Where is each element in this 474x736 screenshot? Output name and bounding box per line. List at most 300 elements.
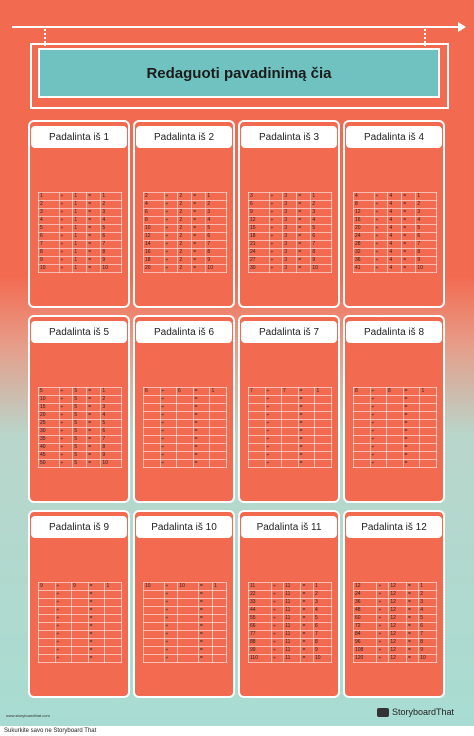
table-cell[interactable] — [176, 444, 193, 452]
table-cell[interactable]: 5 — [73, 404, 87, 412]
table-cell[interactable]: = — [193, 428, 210, 436]
table-cell[interactable] — [386, 396, 403, 404]
table-cell[interactable]: ÷ — [272, 607, 284, 615]
table-cell[interactable]: 8 — [354, 388, 371, 396]
table-cell[interactable]: 15 — [39, 404, 60, 412]
table-cell[interactable]: 5 — [73, 436, 87, 444]
table-cell[interactable]: = — [198, 631, 212, 639]
table-cell[interactable]: = — [298, 460, 315, 468]
table-cell[interactable] — [144, 428, 161, 436]
table-cell[interactable]: ÷ — [59, 436, 73, 444]
table-cell[interactable] — [281, 420, 298, 428]
table-cell[interactable]: 2 — [178, 249, 192, 257]
table-cell[interactable]: ÷ — [59, 233, 73, 241]
table-cell[interactable] — [281, 396, 298, 404]
table-cell[interactable] — [213, 647, 227, 655]
table-cell[interactable]: = — [407, 647, 419, 655]
table-cell[interactable]: = — [87, 404, 101, 412]
table-cell[interactable]: 10 — [144, 583, 165, 591]
table-cell[interactable] — [386, 460, 403, 468]
table-cell[interactable]: ÷ — [55, 647, 71, 655]
table-cell[interactable]: = — [403, 396, 420, 404]
table-cell[interactable]: = — [87, 257, 101, 265]
table-cell[interactable]: ÷ — [160, 404, 176, 412]
table-cell[interactable]: 11 — [284, 615, 301, 623]
table-cell[interactable]: = — [407, 655, 419, 663]
table-cell[interactable]: ÷ — [164, 265, 178, 273]
table-cell[interactable]: 60 — [354, 615, 377, 623]
table-cell[interactable]: = — [87, 428, 101, 436]
table-cell[interactable]: 9 — [206, 257, 227, 265]
table-cell[interactable]: ÷ — [269, 225, 283, 233]
table-cell[interactable]: = — [192, 217, 206, 225]
table-cell[interactable]: 4 — [39, 217, 60, 225]
table-cell[interactable]: = — [88, 591, 105, 599]
table-cell[interactable] — [386, 444, 403, 452]
table-cell[interactable]: 9 — [71, 583, 88, 591]
table-cell[interactable]: 10 — [313, 655, 331, 663]
table-cell[interactable]: 6 — [311, 233, 332, 241]
table-cell[interactable]: = — [87, 412, 101, 420]
table-cell[interactable]: 9 — [416, 257, 437, 265]
table-cell[interactable]: 4 — [388, 225, 402, 233]
table-cell[interactable]: = — [297, 217, 311, 225]
table-cell[interactable]: = — [193, 452, 210, 460]
table-cell[interactable] — [178, 655, 199, 663]
table-cell[interactable] — [210, 396, 227, 404]
table-cell[interactable]: 5 — [73, 420, 87, 428]
table-cell[interactable]: 1 — [73, 257, 87, 265]
table-cell[interactable] — [39, 615, 56, 623]
table-cell[interactable]: 120 — [354, 655, 377, 663]
table-cell[interactable] — [210, 428, 227, 436]
table-cell[interactable]: ÷ — [377, 623, 389, 631]
table-cell[interactable]: 3 — [283, 241, 297, 249]
table-cell[interactable]: = — [298, 404, 315, 412]
table-cell[interactable]: 3 — [283, 225, 297, 233]
table-cell[interactable]: 11 — [284, 599, 301, 607]
card-title[interactable]: Padalinta iš 7 — [241, 321, 337, 343]
table-cell[interactable]: ÷ — [59, 217, 73, 225]
table-cell[interactable]: 1 — [420, 388, 437, 396]
table-cell[interactable] — [105, 631, 122, 639]
table-cell[interactable]: 4 — [388, 209, 402, 217]
table-cell[interactable]: 12 — [249, 217, 270, 225]
table-cell[interactable] — [386, 404, 403, 412]
table-cell[interactable] — [210, 444, 227, 452]
table-cell[interactable]: 9 — [249, 209, 270, 217]
table-cell[interactable] — [315, 420, 332, 428]
table-cell[interactable]: 8 — [311, 249, 332, 257]
table-cell[interactable]: 5 — [73, 388, 87, 396]
table-cell[interactable]: ÷ — [269, 217, 283, 225]
table-cell[interactable]: 16 — [354, 217, 375, 225]
table-cell[interactable]: = — [87, 396, 101, 404]
table-cell[interactable]: ÷ — [265, 436, 281, 444]
table-cell[interactable]: 12 — [144, 233, 165, 241]
table-cell[interactable] — [420, 396, 437, 404]
table-cell[interactable] — [249, 412, 266, 420]
table-cell[interactable] — [281, 404, 298, 412]
table-cell[interactable]: = — [297, 209, 311, 217]
table-cell[interactable]: = — [198, 615, 212, 623]
table-cell[interactable] — [178, 639, 199, 647]
table-cell[interactable] — [354, 420, 371, 428]
table-cell[interactable]: 50 — [39, 460, 60, 468]
division-card[interactable] — [343, 120, 445, 308]
table-cell[interactable]: ÷ — [55, 639, 71, 647]
table-cell[interactable]: 3 — [283, 265, 297, 273]
table-cell[interactable] — [281, 460, 298, 468]
table-cell[interactable]: ÷ — [59, 428, 73, 436]
table-cell[interactable]: = — [192, 241, 206, 249]
table-cell[interactable]: = — [198, 583, 212, 591]
table-cell[interactable]: = — [402, 257, 416, 265]
table-cell[interactable]: 10 — [144, 225, 165, 233]
table-cell[interactable]: 24 — [249, 249, 270, 257]
table-cell[interactable]: 2 — [419, 591, 437, 599]
table-cell[interactable]: 4 — [101, 217, 122, 225]
table-cell[interactable]: 4 — [388, 193, 402, 201]
table-cell[interactable]: 12 — [389, 615, 407, 623]
table-cell[interactable] — [213, 591, 227, 599]
table-cell[interactable]: = — [301, 583, 313, 591]
table-cell[interactable] — [39, 631, 56, 639]
table-cell[interactable]: = — [301, 647, 313, 655]
table-cell[interactable]: ÷ — [164, 193, 178, 201]
table-cell[interactable] — [210, 412, 227, 420]
table-cell[interactable]: = — [87, 444, 101, 452]
table-cell[interactable]: 88 — [249, 639, 272, 647]
table-cell[interactable] — [386, 412, 403, 420]
table-cell[interactable] — [420, 460, 437, 468]
table-cell[interactable]: ÷ — [269, 209, 283, 217]
table-cell[interactable]: 4 — [311, 217, 332, 225]
table-cell[interactable]: ÷ — [269, 265, 283, 273]
table-cell[interactable]: ÷ — [160, 452, 176, 460]
table-cell[interactable] — [105, 647, 122, 655]
table-cell[interactable]: ÷ — [164, 209, 178, 217]
table-cell[interactable]: = — [193, 460, 210, 468]
table-cell[interactable]: = — [87, 193, 101, 201]
table-cell[interactable] — [176, 412, 193, 420]
table-cell[interactable] — [210, 452, 227, 460]
table-cell[interactable] — [105, 615, 122, 623]
table-cell[interactable]: = — [403, 420, 420, 428]
table-cell[interactable]: 5 — [73, 460, 87, 468]
table-cell[interactable] — [315, 404, 332, 412]
table-cell[interactable] — [144, 639, 165, 647]
table-cell[interactable]: = — [192, 233, 206, 241]
table-cell[interactable]: 1 — [73, 233, 87, 241]
table-cell[interactable]: ÷ — [265, 404, 281, 412]
table-cell[interactable]: 72 — [354, 623, 377, 631]
table-cell[interactable]: = — [403, 428, 420, 436]
table-cell[interactable]: ÷ — [272, 591, 284, 599]
table-cell[interactable]: = — [192, 225, 206, 233]
table-cell[interactable]: ÷ — [55, 655, 71, 663]
table-cell[interactable] — [213, 639, 227, 647]
table-cell[interactable]: = — [87, 217, 101, 225]
division-card[interactable] — [238, 120, 340, 308]
table-cell[interactable] — [144, 460, 161, 468]
table-cell[interactable] — [386, 428, 403, 436]
table-cell[interactable]: = — [402, 209, 416, 217]
table-cell[interactable]: 11 — [284, 591, 301, 599]
table-cell[interactable]: 1 — [73, 265, 87, 273]
table-cell[interactable]: ÷ — [164, 201, 178, 209]
table-cell[interactable]: 66 — [249, 623, 272, 631]
table-cell[interactable] — [354, 412, 371, 420]
table-cell[interactable] — [71, 647, 88, 655]
table-cell[interactable]: 10 — [416, 265, 437, 273]
table-cell[interactable]: 8 — [144, 217, 165, 225]
table-cell[interactable] — [71, 615, 88, 623]
table-cell[interactable]: ÷ — [55, 615, 71, 623]
table-cell[interactable]: = — [88, 615, 105, 623]
table-cell[interactable]: ÷ — [269, 249, 283, 257]
table-cell[interactable]: ÷ — [164, 257, 178, 265]
table-cell[interactable] — [178, 591, 199, 599]
table-cell[interactable]: = — [198, 607, 212, 615]
table-cell[interactable]: ÷ — [164, 217, 178, 225]
table-cell[interactable]: = — [87, 388, 101, 396]
table-cell[interactable]: 2 — [178, 201, 192, 209]
table-cell[interactable]: ÷ — [370, 444, 386, 452]
table-cell[interactable] — [354, 436, 371, 444]
table-cell[interactable]: 3 — [39, 209, 60, 217]
table-cell[interactable] — [144, 404, 161, 412]
table-cell[interactable]: 16 — [144, 249, 165, 257]
table-cell[interactable]: = — [193, 436, 210, 444]
table-cell[interactable]: 9 — [311, 257, 332, 265]
table-cell[interactable]: 18 — [249, 233, 270, 241]
table-cell[interactable] — [178, 607, 199, 615]
table-cell[interactable]: = — [88, 607, 105, 615]
table-cell[interactable]: = — [87, 436, 101, 444]
table-cell[interactable]: ÷ — [59, 420, 73, 428]
table-cell[interactable]: 1 — [39, 193, 60, 201]
table-cell[interactable]: 7 — [249, 388, 266, 396]
table-cell[interactable]: 11 — [284, 655, 301, 663]
table-cell[interactable] — [213, 599, 227, 607]
table-cell[interactable]: 5 — [101, 420, 122, 428]
card-title[interactable]: Padalinta iš 3 — [241, 126, 337, 148]
table-cell[interactable]: 12 — [389, 591, 407, 599]
table-cell[interactable]: 3 — [311, 209, 332, 217]
table-cell[interactable] — [144, 615, 165, 623]
card-title[interactable]: Padalinta iš 6 — [136, 321, 232, 343]
table-cell[interactable]: = — [298, 452, 315, 460]
table-cell[interactable] — [39, 607, 56, 615]
table-cell[interactable]: ÷ — [370, 428, 386, 436]
card-title[interactable]: Padalinta iš 2 — [136, 126, 232, 148]
table-cell[interactable] — [144, 607, 165, 615]
table-cell[interactable]: ÷ — [164, 631, 178, 639]
table-cell[interactable] — [144, 631, 165, 639]
table-cell[interactable]: 18 — [144, 257, 165, 265]
table-cell[interactable] — [213, 615, 227, 623]
table-cell[interactable] — [210, 436, 227, 444]
table-cell[interactable]: 2 — [101, 201, 122, 209]
table-cell[interactable]: ÷ — [265, 420, 281, 428]
storyboardthat-logo[interactable] — [377, 706, 454, 718]
table-cell[interactable]: ÷ — [269, 257, 283, 265]
table-cell[interactable]: 4 — [101, 412, 122, 420]
table-cell[interactable]: 1 — [315, 388, 332, 396]
table-cell[interactable]: 4 — [144, 201, 165, 209]
table-cell[interactable]: ÷ — [272, 655, 284, 663]
table-cell[interactable]: = — [87, 233, 101, 241]
table-cell[interactable]: 6 — [249, 201, 270, 209]
table-cell[interactable] — [144, 420, 161, 428]
table-cell[interactable]: 3 — [283, 209, 297, 217]
table-cell[interactable]: 2 — [39, 201, 60, 209]
table-cell[interactable]: 12 — [389, 583, 407, 591]
table-cell[interactable]: = — [198, 639, 212, 647]
table-cell[interactable] — [144, 599, 165, 607]
table-cell[interactable]: = — [193, 444, 210, 452]
table-cell[interactable]: 2 — [178, 225, 192, 233]
table-cell[interactable]: 3 — [101, 209, 122, 217]
table-cell[interactable] — [210, 420, 227, 428]
table-cell[interactable]: = — [402, 265, 416, 273]
table-cell[interactable]: 4 — [313, 607, 331, 615]
table-cell[interactable]: ÷ — [374, 201, 388, 209]
table-cell[interactable]: 30 — [39, 428, 60, 436]
table-cell[interactable]: 5 — [73, 444, 87, 452]
table-cell[interactable]: ÷ — [377, 607, 389, 615]
table-cell[interactable]: ÷ — [377, 599, 389, 607]
table-cell[interactable]: 7 — [419, 631, 437, 639]
table-cell[interactable] — [213, 631, 227, 639]
table-cell[interactable] — [420, 404, 437, 412]
table-cell[interactable]: 8 — [101, 444, 122, 452]
table-cell[interactable]: 20 — [354, 225, 375, 233]
table-cell[interactable] — [71, 655, 88, 663]
table-cell[interactable]: 6 — [416, 233, 437, 241]
table-cell[interactable]: 1 — [210, 388, 227, 396]
table-cell[interactable] — [71, 591, 88, 599]
table-cell[interactable] — [105, 599, 122, 607]
table-cell[interactable]: = — [402, 225, 416, 233]
table-cell[interactable]: = — [88, 647, 105, 655]
table-cell[interactable]: 3 — [283, 257, 297, 265]
table-cell[interactable] — [144, 591, 165, 599]
table-cell[interactable]: ÷ — [160, 460, 176, 468]
table-cell[interactable]: = — [87, 201, 101, 209]
table-cell[interactable]: 108 — [354, 647, 377, 655]
table-cell[interactable] — [144, 647, 165, 655]
division-card[interactable] — [343, 510, 445, 698]
table-cell[interactable]: 4 — [388, 241, 402, 249]
table-cell[interactable]: 9 — [101, 452, 122, 460]
table-cell[interactable] — [386, 452, 403, 460]
table-cell[interactable]: ÷ — [265, 452, 281, 460]
table-cell[interactable]: 5 — [73, 396, 87, 404]
table-cell[interactable]: 3 — [283, 193, 297, 201]
table-cell[interactable]: 11 — [284, 623, 301, 631]
card-title[interactable]: Padalinta iš 11 — [241, 516, 337, 538]
table-cell[interactable]: ÷ — [370, 388, 386, 396]
division-card[interactable] — [28, 315, 130, 503]
table-cell[interactable]: = — [298, 444, 315, 452]
table-cell[interactable]: 10 — [178, 583, 199, 591]
table-cell[interactable]: ÷ — [55, 623, 71, 631]
table-cell[interactable]: 5 — [73, 428, 87, 436]
card-title[interactable]: Padalinta iš 8 — [346, 321, 442, 343]
table-cell[interactable] — [315, 460, 332, 468]
table-cell[interactable]: ÷ — [59, 412, 73, 420]
table-cell[interactable] — [39, 639, 56, 647]
table-cell[interactable]: = — [298, 436, 315, 444]
table-cell[interactable] — [176, 452, 193, 460]
table-cell[interactable]: = — [198, 591, 212, 599]
table-cell[interactable]: 2 — [206, 201, 227, 209]
table-cell[interactable]: 32 — [354, 249, 375, 257]
table-cell[interactable]: 2 — [178, 257, 192, 265]
table-cell[interactable]: ÷ — [55, 591, 71, 599]
table-cell[interactable]: ÷ — [55, 599, 71, 607]
table-cell[interactable]: 2 — [144, 193, 165, 201]
table-cell[interactable] — [71, 623, 88, 631]
table-cell[interactable]: ÷ — [265, 388, 281, 396]
table-cell[interactable]: = — [192, 249, 206, 257]
table-cell[interactable]: ÷ — [272, 615, 284, 623]
table-cell[interactable] — [105, 607, 122, 615]
table-cell[interactable]: = — [297, 233, 311, 241]
table-cell[interactable]: = — [298, 420, 315, 428]
table-cell[interactable]: ÷ — [377, 591, 389, 599]
table-cell[interactable]: ÷ — [164, 599, 178, 607]
table-cell[interactable]: ÷ — [164, 233, 178, 241]
table-cell[interactable]: ÷ — [374, 265, 388, 273]
table-cell[interactable] — [315, 428, 332, 436]
table-cell[interactable]: 1 — [73, 241, 87, 249]
table-cell[interactable]: 10 — [39, 265, 60, 273]
table-cell[interactable]: 4 — [388, 257, 402, 265]
table-cell[interactable]: 10 — [206, 265, 227, 273]
table-cell[interactable]: 20 — [144, 265, 165, 273]
table-cell[interactable] — [39, 655, 56, 663]
table-cell[interactable] — [144, 436, 161, 444]
poster-title[interactable]: Redaguoti pavadinimą čia — [146, 64, 332, 82]
table-cell[interactable]: 5 — [311, 225, 332, 233]
table-cell[interactable]: ÷ — [164, 591, 178, 599]
table-cell[interactable]: = — [402, 217, 416, 225]
table-cell[interactable]: ÷ — [59, 404, 73, 412]
table-cell[interactable]: = — [193, 396, 210, 404]
table-cell[interactable]: 35 — [39, 436, 60, 444]
table-cell[interactable]: = — [297, 257, 311, 265]
table-cell[interactable]: 2 — [313, 591, 331, 599]
table-cell[interactable]: 12 — [389, 599, 407, 607]
table-cell[interactable]: ÷ — [265, 444, 281, 452]
table-cell[interactable]: 1 — [213, 583, 227, 591]
table-cell[interactable]: ÷ — [370, 452, 386, 460]
table-cell[interactable] — [315, 396, 332, 404]
table-cell[interactable]: = — [87, 460, 101, 468]
table-cell[interactable] — [281, 412, 298, 420]
table-cell[interactable]: 3 — [249, 193, 270, 201]
table-cell[interactable] — [144, 396, 161, 404]
table-cell[interactable]: 11 — [249, 583, 272, 591]
table-cell[interactable]: 33 — [249, 599, 272, 607]
table-cell[interactable]: ÷ — [59, 241, 73, 249]
table-cell[interactable]: 11 — [284, 583, 301, 591]
table-cell[interactable]: ÷ — [370, 460, 386, 468]
table-cell[interactable]: 2 — [178, 241, 192, 249]
